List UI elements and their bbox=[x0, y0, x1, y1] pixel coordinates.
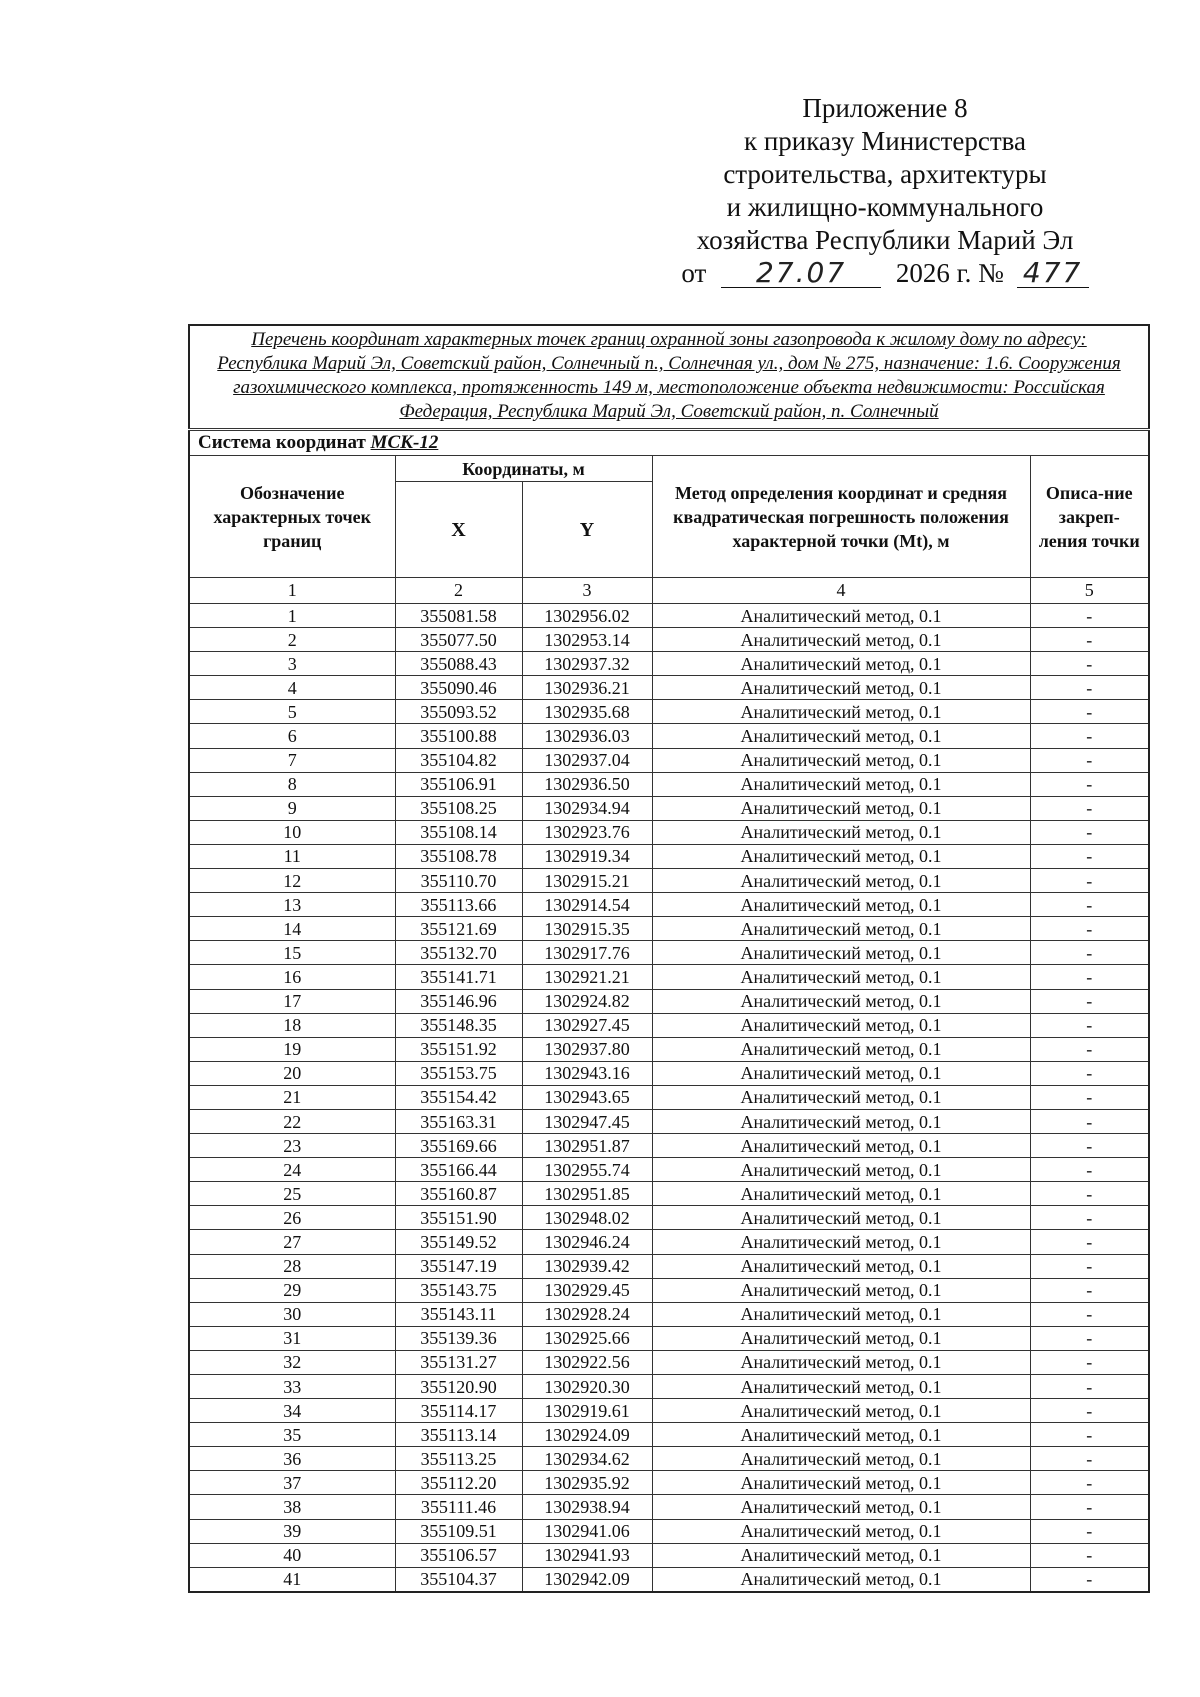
handwritten-date: 27.07 bbox=[721, 259, 881, 288]
coord-x: 355108.25 bbox=[395, 796, 522, 820]
point-id: 18 bbox=[189, 1013, 395, 1037]
header-coords: Координаты, м bbox=[395, 456, 652, 482]
coord-x: 355093.52 bbox=[395, 700, 522, 724]
point-id: 6 bbox=[189, 724, 395, 748]
coord-x: 355090.46 bbox=[395, 676, 522, 700]
coord-x: 355109.51 bbox=[395, 1519, 522, 1543]
table-row bbox=[189, 1326, 1149, 1350]
coord-x: 355143.11 bbox=[395, 1302, 522, 1326]
fixation-desc: - bbox=[1030, 869, 1149, 893]
coord-y: 1302924.09 bbox=[522, 1423, 652, 1447]
coord-y: 1302935.92 bbox=[522, 1471, 652, 1495]
point-id: 12 bbox=[189, 869, 395, 893]
fixation-desc: - bbox=[1030, 1543, 1149, 1567]
coord-y: 1302937.80 bbox=[522, 1037, 652, 1061]
coord-x: 355106.57 bbox=[395, 1543, 522, 1567]
table-row bbox=[189, 941, 1149, 965]
column-number: 2 bbox=[395, 578, 522, 604]
coord-x: 355110.70 bbox=[395, 869, 522, 893]
point-id: 32 bbox=[189, 1350, 395, 1374]
handwritten-order-number: 477 bbox=[1017, 259, 1089, 288]
point-id: 36 bbox=[189, 1447, 395, 1471]
method: Аналитический метод, 0.1 bbox=[652, 1134, 1030, 1158]
header-point: Обозначение характерных точек границ bbox=[189, 456, 395, 578]
method: Аналитический метод, 0.1 bbox=[652, 1519, 1030, 1543]
fixation-desc: - bbox=[1030, 1061, 1149, 1085]
header-line: к приказу Министерства bbox=[743, 126, 1027, 156]
table-row bbox=[189, 796, 1149, 820]
table-row bbox=[189, 1423, 1149, 1447]
column-number: 5 bbox=[1030, 578, 1149, 604]
fixation-desc: - bbox=[1030, 1447, 1149, 1471]
method: Аналитический метод, 0.1 bbox=[652, 1302, 1030, 1326]
method: Аналитический метод, 0.1 bbox=[652, 1447, 1030, 1471]
coord-x: 355113.66 bbox=[395, 893, 522, 917]
table-row bbox=[189, 628, 1149, 652]
column-number: 3 bbox=[522, 578, 652, 604]
fixation-desc: - bbox=[1030, 1519, 1149, 1543]
fixation-desc: - bbox=[1030, 1495, 1149, 1519]
method: Аналитический метод, 0.1 bbox=[652, 893, 1030, 917]
coord-x: 355108.78 bbox=[395, 844, 522, 868]
method: Аналитический метод, 0.1 bbox=[652, 1543, 1030, 1567]
table-row bbox=[189, 917, 1149, 941]
method: Аналитический метод, 0.1 bbox=[652, 676, 1030, 700]
coord-y: 1302924.82 bbox=[522, 989, 652, 1013]
point-id: 26 bbox=[189, 1206, 395, 1230]
table-row bbox=[189, 1278, 1149, 1302]
method: Аналитический метод, 0.1 bbox=[652, 700, 1030, 724]
method: Аналитический метод, 0.1 bbox=[652, 1399, 1030, 1423]
method: Аналитический метод, 0.1 bbox=[652, 941, 1030, 965]
table-row bbox=[189, 1109, 1149, 1133]
point-id: 25 bbox=[189, 1182, 395, 1206]
coord-y: 1302914.54 bbox=[522, 893, 652, 917]
coord-y: 1302955.74 bbox=[522, 1158, 652, 1182]
method: Аналитический метод, 0.1 bbox=[652, 965, 1030, 989]
point-id: 31 bbox=[189, 1326, 395, 1350]
coord-x: 355131.27 bbox=[395, 1350, 522, 1374]
coord-x: 355166.44 bbox=[395, 1158, 522, 1182]
fixation-desc: - bbox=[1030, 1230, 1149, 1254]
point-id: 13 bbox=[189, 893, 395, 917]
coord-x: 355100.88 bbox=[395, 724, 522, 748]
method: Аналитический метод, 0.1 bbox=[652, 652, 1030, 676]
coord-y: 1302929.45 bbox=[522, 1278, 652, 1302]
year-number-label: 2026 г. № bbox=[895, 258, 1004, 288]
table-row bbox=[189, 965, 1149, 989]
coord-x: 355113.25 bbox=[395, 1447, 522, 1471]
point-id: 24 bbox=[189, 1158, 395, 1182]
coord-y: 1302923.76 bbox=[522, 820, 652, 844]
caption-row bbox=[189, 325, 1149, 430]
point-id: 15 bbox=[189, 941, 395, 965]
table-row bbox=[189, 748, 1149, 772]
table-row bbox=[189, 820, 1149, 844]
coord-x: 355153.75 bbox=[395, 1061, 522, 1085]
coord-y: 1302934.62 bbox=[522, 1447, 652, 1471]
point-id: 10 bbox=[189, 820, 395, 844]
coord-x: 355081.58 bbox=[395, 604, 522, 628]
point-id: 30 bbox=[189, 1302, 395, 1326]
method: Аналитический метод, 0.1 bbox=[652, 1109, 1030, 1133]
coord-x: 355111.46 bbox=[395, 1495, 522, 1519]
header-row bbox=[189, 456, 1149, 482]
point-id: 33 bbox=[189, 1375, 395, 1399]
method: Аналитический метод, 0.1 bbox=[652, 1254, 1030, 1278]
column-numbers-row bbox=[189, 578, 1149, 604]
coord-x: 355139.36 bbox=[395, 1326, 522, 1350]
coord-y: 1302928.24 bbox=[522, 1302, 652, 1326]
fixation-desc: - bbox=[1030, 1254, 1149, 1278]
method: Аналитический метод, 0.1 bbox=[652, 796, 1030, 820]
point-id: 5 bbox=[189, 700, 395, 724]
method: Аналитический метод, 0.1 bbox=[652, 844, 1030, 868]
table-row bbox=[189, 1037, 1149, 1061]
fixation-desc: - bbox=[1030, 917, 1149, 941]
table-row bbox=[189, 1302, 1149, 1326]
table-row bbox=[189, 1543, 1149, 1567]
table-row bbox=[189, 1350, 1149, 1374]
column-number: 1 bbox=[189, 578, 395, 604]
point-id: 20 bbox=[189, 1061, 395, 1085]
fixation-desc: - bbox=[1030, 893, 1149, 917]
table-row bbox=[189, 724, 1149, 748]
method: Аналитический метод, 0.1 bbox=[652, 869, 1030, 893]
header-line: и жилищно-коммунального bbox=[726, 192, 1044, 222]
coord-x: 355077.50 bbox=[395, 628, 522, 652]
coord-x: 355149.52 bbox=[395, 1230, 522, 1254]
coord-y: 1302942.09 bbox=[522, 1567, 652, 1592]
fixation-desc: - bbox=[1030, 1399, 1149, 1423]
table-row bbox=[189, 652, 1149, 676]
point-id: 29 bbox=[189, 1278, 395, 1302]
header-method: Метод определения координат и средняя квадратическая погрешность положения характерной точки (Mt), м bbox=[652, 456, 1030, 578]
table-row bbox=[189, 1447, 1149, 1471]
method: Аналитический метод, 0.1 bbox=[652, 1158, 1030, 1182]
coord-y: 1302941.06 bbox=[522, 1519, 652, 1543]
header-y: Y bbox=[522, 482, 652, 578]
fixation-desc: - bbox=[1030, 748, 1149, 772]
coord-y: 1302941.93 bbox=[522, 1543, 652, 1567]
coord-y: 1302927.45 bbox=[522, 1013, 652, 1037]
table-row bbox=[189, 844, 1149, 868]
coord-y: 1302920.30 bbox=[522, 1375, 652, 1399]
fixation-desc: - bbox=[1030, 820, 1149, 844]
appendix-header bbox=[640, 92, 1130, 290]
method: Аналитический метод, 0.1 bbox=[652, 1230, 1030, 1254]
table-row bbox=[189, 604, 1149, 628]
fixation-desc: - bbox=[1030, 1037, 1149, 1061]
table-row bbox=[189, 1495, 1149, 1519]
point-id: 28 bbox=[189, 1254, 395, 1278]
fixation-desc: - bbox=[1030, 1013, 1149, 1037]
coord-x: 355147.19 bbox=[395, 1254, 522, 1278]
table-row bbox=[189, 869, 1149, 893]
coord-y: 1302925.66 bbox=[522, 1326, 652, 1350]
fixation-desc: - bbox=[1030, 1326, 1149, 1350]
coord-y: 1302922.56 bbox=[522, 1350, 652, 1374]
method: Аналитический метод, 0.1 bbox=[652, 1182, 1030, 1206]
method: Аналитический метод, 0.1 bbox=[652, 1013, 1030, 1037]
system-row bbox=[189, 430, 1149, 456]
method: Аналитический метод, 0.1 bbox=[652, 1326, 1030, 1350]
coord-y: 1302947.45 bbox=[522, 1109, 652, 1133]
system-label: Система координат bbox=[198, 432, 366, 453]
fixation-desc: - bbox=[1030, 1182, 1149, 1206]
method: Аналитический метод, 0.1 bbox=[652, 1495, 1030, 1519]
fixation-desc: - bbox=[1030, 772, 1149, 796]
coord-y: 1302934.94 bbox=[522, 796, 652, 820]
fixation-desc: - bbox=[1030, 676, 1149, 700]
coord-x: 355151.90 bbox=[395, 1206, 522, 1230]
point-id: 22 bbox=[189, 1109, 395, 1133]
method: Аналитический метод, 0.1 bbox=[652, 1278, 1030, 1302]
fixation-desc: - bbox=[1030, 796, 1149, 820]
point-id: 11 bbox=[189, 844, 395, 868]
method: Аналитический метод, 0.1 bbox=[652, 1350, 1030, 1374]
table-row bbox=[189, 1567, 1149, 1592]
table-row bbox=[189, 1158, 1149, 1182]
coord-y: 1302943.16 bbox=[522, 1061, 652, 1085]
table-row bbox=[189, 676, 1149, 700]
point-id: 40 bbox=[189, 1543, 395, 1567]
coord-y: 1302921.21 bbox=[522, 965, 652, 989]
fixation-desc: - bbox=[1030, 1206, 1149, 1230]
table-row bbox=[189, 1375, 1149, 1399]
fixation-desc: - bbox=[1030, 1423, 1149, 1447]
fixation-desc: - bbox=[1030, 1567, 1149, 1592]
method: Аналитический метод, 0.1 bbox=[652, 1471, 1030, 1495]
coord-y: 1302943.65 bbox=[522, 1085, 652, 1109]
fixation-desc: - bbox=[1030, 1375, 1149, 1399]
point-id: 35 bbox=[189, 1423, 395, 1447]
point-id: 41 bbox=[189, 1567, 395, 1592]
point-id: 21 bbox=[189, 1085, 395, 1109]
coord-y: 1302919.34 bbox=[522, 844, 652, 868]
fixation-desc: - bbox=[1030, 1350, 1149, 1374]
coord-x: 355151.92 bbox=[395, 1037, 522, 1061]
fixation-desc: - bbox=[1030, 941, 1149, 965]
method: Аналитический метод, 0.1 bbox=[652, 1037, 1030, 1061]
table-row bbox=[189, 1230, 1149, 1254]
coord-y: 1302915.21 bbox=[522, 869, 652, 893]
header-line: Приложение 8 bbox=[802, 93, 968, 123]
coord-x: 355154.42 bbox=[395, 1085, 522, 1109]
coord-x: 355112.20 bbox=[395, 1471, 522, 1495]
method: Аналитический метод, 0.1 bbox=[652, 628, 1030, 652]
coord-x: 355088.43 bbox=[395, 652, 522, 676]
fixation-desc: - bbox=[1030, 628, 1149, 652]
point-id: 39 bbox=[189, 1519, 395, 1543]
coord-y: 1302948.02 bbox=[522, 1206, 652, 1230]
point-id: 34 bbox=[189, 1399, 395, 1423]
fixation-desc: - bbox=[1030, 989, 1149, 1013]
method: Аналитический метод, 0.1 bbox=[652, 989, 1030, 1013]
method: Аналитический метод, 0.1 bbox=[652, 1206, 1030, 1230]
table-row bbox=[189, 1254, 1149, 1278]
coord-y: 1302956.02 bbox=[522, 604, 652, 628]
point-id: 23 bbox=[189, 1134, 395, 1158]
fixation-desc: - bbox=[1030, 844, 1149, 868]
table-row bbox=[189, 1471, 1149, 1495]
point-id: 38 bbox=[189, 1495, 395, 1519]
coord-x: 355120.90 bbox=[395, 1375, 522, 1399]
fixation-desc: - bbox=[1030, 724, 1149, 748]
order-date-number-line bbox=[640, 257, 1130, 290]
fixation-desc: - bbox=[1030, 1134, 1149, 1158]
coord-x: 355114.17 bbox=[395, 1399, 522, 1423]
table-row bbox=[189, 1182, 1149, 1206]
header-line: хозяйства Республики Марий Эл bbox=[696, 225, 1074, 255]
fixation-desc: - bbox=[1030, 1109, 1149, 1133]
from-label: от bbox=[681, 258, 707, 288]
method: Аналитический метод, 0.1 bbox=[652, 604, 1030, 628]
coordinates-table bbox=[188, 324, 1150, 1593]
coord-x: 355113.14 bbox=[395, 1423, 522, 1447]
coord-x: 355143.75 bbox=[395, 1278, 522, 1302]
point-id: 19 bbox=[189, 1037, 395, 1061]
coord-x: 355160.87 bbox=[395, 1182, 522, 1206]
method: Аналитический метод, 0.1 bbox=[652, 1423, 1030, 1447]
coord-y: 1302936.21 bbox=[522, 676, 652, 700]
fixation-desc: - bbox=[1030, 1471, 1149, 1495]
header-desc: Описа-ние закреп-ления точки bbox=[1030, 456, 1149, 578]
header-line: строительства, архитектуры bbox=[723, 159, 1047, 189]
point-id: 2 bbox=[189, 628, 395, 652]
table-row bbox=[189, 1134, 1149, 1158]
fixation-desc: - bbox=[1030, 1158, 1149, 1182]
coord-y: 1302919.61 bbox=[522, 1399, 652, 1423]
coord-x: 355132.70 bbox=[395, 941, 522, 965]
point-id: 16 bbox=[189, 965, 395, 989]
point-id: 27 bbox=[189, 1230, 395, 1254]
coord-y: 1302935.68 bbox=[522, 700, 652, 724]
coord-y: 1302915.35 bbox=[522, 917, 652, 941]
coord-y: 1302937.32 bbox=[522, 652, 652, 676]
method: Аналитический метод, 0.1 bbox=[652, 748, 1030, 772]
table-row bbox=[189, 1519, 1149, 1543]
point-id: 14 bbox=[189, 917, 395, 941]
table-row bbox=[189, 700, 1149, 724]
coord-x: 355141.71 bbox=[395, 965, 522, 989]
fixation-desc: - bbox=[1030, 604, 1149, 628]
table-row bbox=[189, 1206, 1149, 1230]
table-row bbox=[189, 1399, 1149, 1423]
method: Аналитический метод, 0.1 bbox=[652, 917, 1030, 941]
method: Аналитический метод, 0.1 bbox=[652, 1375, 1030, 1399]
coord-y: 1302938.94 bbox=[522, 1495, 652, 1519]
fixation-desc: - bbox=[1030, 965, 1149, 989]
coord-x: 355106.91 bbox=[395, 772, 522, 796]
table-row bbox=[189, 893, 1149, 917]
fixation-desc: - bbox=[1030, 1302, 1149, 1326]
coord-x: 355148.35 bbox=[395, 1013, 522, 1037]
coord-y: 1302951.85 bbox=[522, 1182, 652, 1206]
coord-y: 1302936.03 bbox=[522, 724, 652, 748]
method: Аналитический метод, 0.1 bbox=[652, 820, 1030, 844]
coord-y: 1302953.14 bbox=[522, 628, 652, 652]
point-id: 9 bbox=[189, 796, 395, 820]
coordinate-system bbox=[189, 430, 1149, 456]
method: Аналитический метод, 0.1 bbox=[652, 1085, 1030, 1109]
point-id: 4 bbox=[189, 676, 395, 700]
table-row bbox=[189, 989, 1149, 1013]
method: Аналитический метод, 0.1 bbox=[652, 1061, 1030, 1085]
table-caption: Перечень координат характерных точек границ охранной зоны газопровода к жилому дому по адресу: Республика Марий Эл, Советский район, Солнечный п., Солнечная ул., дом № 275, назначение: 1.6. Сооружения газохимического комплекса, протяженность 149 м, местоположение объекта недвижимости: Российская Федерация, Республика Марий Эл, Советский район, п. Солнечный bbox=[189, 325, 1149, 430]
coord-x: 355121.69 bbox=[395, 917, 522, 941]
coord-y: 1302917.76 bbox=[522, 941, 652, 965]
coord-x: 355146.96 bbox=[395, 989, 522, 1013]
header-x: X bbox=[395, 482, 522, 578]
coord-y: 1302936.50 bbox=[522, 772, 652, 796]
fixation-desc: - bbox=[1030, 1278, 1149, 1302]
table-row bbox=[189, 1061, 1149, 1085]
point-id: 17 bbox=[189, 989, 395, 1013]
fixation-desc: - bbox=[1030, 1085, 1149, 1109]
method: Аналитический метод, 0.1 bbox=[652, 1567, 1030, 1592]
coord-y: 1302951.87 bbox=[522, 1134, 652, 1158]
coord-x: 355104.37 bbox=[395, 1567, 522, 1592]
column-number: 4 bbox=[652, 578, 1030, 604]
fixation-desc: - bbox=[1030, 700, 1149, 724]
fixation-desc: - bbox=[1030, 652, 1149, 676]
method: Аналитический метод, 0.1 bbox=[652, 772, 1030, 796]
coord-y: 1302937.04 bbox=[522, 748, 652, 772]
point-id: 8 bbox=[189, 772, 395, 796]
coord-x: 355169.66 bbox=[395, 1134, 522, 1158]
table-row bbox=[189, 1013, 1149, 1037]
coord-y: 1302939.42 bbox=[522, 1254, 652, 1278]
point-id: 1 bbox=[189, 604, 395, 628]
system-name: МСК-12 bbox=[370, 432, 439, 453]
coord-x: 355108.14 bbox=[395, 820, 522, 844]
table-row bbox=[189, 772, 1149, 796]
coord-x: 355104.82 bbox=[395, 748, 522, 772]
point-id: 7 bbox=[189, 748, 395, 772]
table-row bbox=[189, 1085, 1149, 1109]
coord-y: 1302946.24 bbox=[522, 1230, 652, 1254]
method: Аналитический метод, 0.1 bbox=[652, 724, 1030, 748]
point-id: 37 bbox=[189, 1471, 395, 1495]
coord-x: 355163.31 bbox=[395, 1109, 522, 1133]
point-id: 3 bbox=[189, 652, 395, 676]
